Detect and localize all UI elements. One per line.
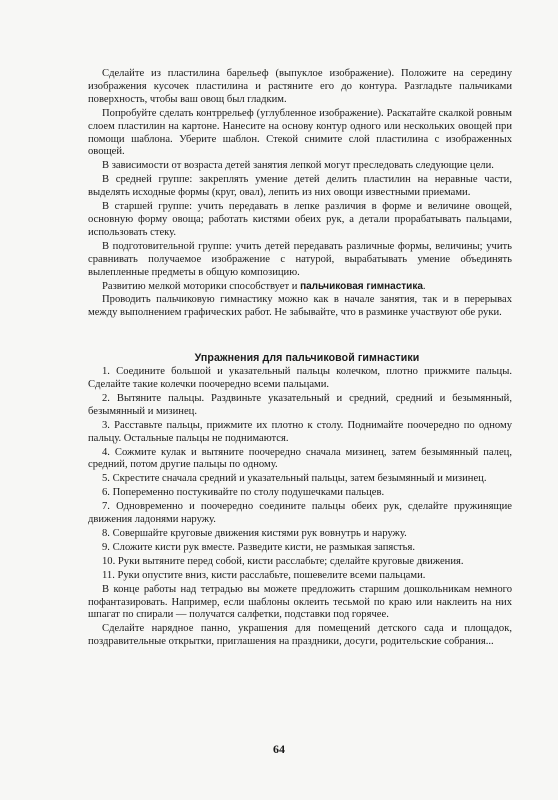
paragraph-counter-relief: Попробуйте сделать контррельеф (углубленное изображение). Раскатайте скалкой ровным слоем пластилин на картоне. Нанесите на основу контур одного или нескольких овощей при помощи шаблона. Уберите шаблон. Стекой снимите слой пластилина с изображенных овощей. xyxy=(88,107,512,158)
section-gap xyxy=(88,321,512,352)
exercise-item: 9. Сложите кисти рук вместе. Разведите кисти, не размыкая запястья. xyxy=(102,541,415,553)
paragraph-fantasy: В конце работы над тетрадью вы можете предложить старшим дошкольникам немного пофантазировать. Например, если шаблоны оклеить тесьмой по краю или наклеить на них шпагат по спирали — получатся салфетки, подставки под горячее. xyxy=(88,583,512,621)
exercise-item: 5. Скрестите сначала средний и указательный пальцы, затем безымянный и мизинец. xyxy=(102,473,487,485)
exercise-item: 7. Одновременно и поочередно соедините пальцы обеих рук, сделайте пружинящие движения ладонями наружу. xyxy=(88,501,512,526)
paragraph-fine-motorics xyxy=(88,281,512,294)
exercise-item: 4. Сожмите кулак и вытяните поочередно сначала мизинец, затем безымянный палец, средний, потом другие пальцы по одному. xyxy=(88,446,512,471)
paragraph-decor: Сделайте нарядное панно, украшения для помещений детского сада и площадок, поздравительные открытки, приглашения на праздники, досуги, родительские собрания... xyxy=(88,623,512,648)
paragraph-gymnastics: Проводить пальчиковую гимнастику можно как в начале занятия, так и в перерывах между выполнением графических работ. Не забывайте, что в разминке участвуют обе руки. xyxy=(88,294,512,319)
page-body xyxy=(88,68,512,650)
motorics-text: Развитию мелкой моторики способствует и xyxy=(102,280,301,292)
exercise-item: 11. Руки опустите вниз, кисти расслабьте, пошевелите всеми пальцами. xyxy=(102,569,426,581)
motorics-end: . xyxy=(422,280,426,292)
paragraph-middle-group: В средней группе: закреплять умение детей делить пластилин на неравные части, выделять исходные формы (круг, овал), лепить из них овощи известными приемами. xyxy=(88,174,512,199)
paragraph-bas-relief: Сделайте из пластилина барельеф (выпуклое изображение). Положите на середину изображения кусочек пластилина и растяните его до контура. Разгладьте пальчиками поверхность, чтобы ваш овощ был гладким. xyxy=(88,68,512,105)
exercise-item: 3. Расставьте пальцы, прижмите их плотно к столу. Поднимайте поочередно по одному пальцу. Остальные пальцы не поднимаются. xyxy=(88,419,512,444)
exercise-item: 8. Совершайте круговые движения кистями рук вовнутрь и наружу. xyxy=(102,528,407,539)
exercise-item: 6. Попеременно постукивайте по столу подушечками пальцев. xyxy=(102,487,385,499)
exercise-item: 2. Вытяните пальцы. Раздвиньте указательный и средний, средний и безымянный, безымянный и мизинец. xyxy=(88,392,512,417)
exercise-item: 10. Руки вытяните перед собой, кисти расслабьте; сделайте круговые движения. xyxy=(102,555,464,567)
paragraph-senior-group: В старшей группе: учить передавать в лепке различия в форме и величине овощей, основную форму овоща; работать кистями обеих рук, а детали прорабатывать пальцами, использовать стеку. xyxy=(88,201,512,238)
section-heading: Упражнения для пальчиковой гимнастики xyxy=(194,352,420,365)
paragraph-goals: В зависимости от возраста детей занятия лепкой могут преследовать следующие цели. xyxy=(102,160,494,172)
motorics-bold-term: пальчиковая гимнастика xyxy=(300,280,423,292)
page-number: 64 xyxy=(273,742,285,756)
paragraph-preparatory-group: В подготовительной группе: учить детей передавать различные формы, величины; учить сравнивать получаемое изображение с натурой, вырабатывать умение объединять вылепленные предметы в общую композицию. xyxy=(88,240,512,278)
exercise-item: 1. Соедините большой и указательный пальцы колечком, плотно прижмите пальцы. Сделайте такие колечки поочередно всеми пальцами. xyxy=(88,366,512,391)
